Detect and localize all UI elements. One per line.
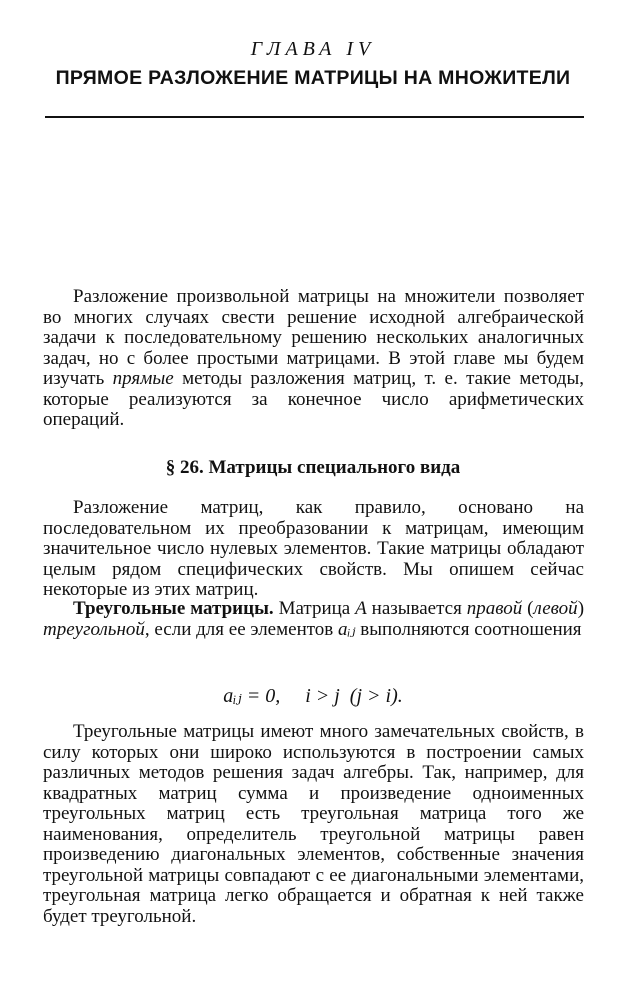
element-symbol: aᵢⱼ <box>338 618 356 640</box>
definition-text-2: называется <box>366 598 467 619</box>
intro-italic-word: прямые <box>112 368 174 389</box>
decomposition-paragraph-block <box>43 498 584 601</box>
matrix-symbol: A <box>355 598 367 619</box>
right-word: правой <box>466 598 523 619</box>
intro-paragraph-block <box>43 287 584 431</box>
intro-text-start: Разложение произвольной матрицы на множители позволяет во многих случаях свести решение исходной алгебраической задачи к последовательному решению нескольких аналогичных задач, но с более простыми матрицами. В этой главе мы будем изучать <box>43 286 584 389</box>
triangular-definition-block <box>43 599 584 640</box>
triangular-formula: aᵢⱼ = 0, i > j (j > i). <box>223 685 403 707</box>
definition-text-3: ( <box>522 598 534 619</box>
properties-paragraph: Треугольные матрицы имеют много замечательных свойств, в силу которых они широко используются в построении самых различных методов решения задач алгебры. Так, например, для квадратных матриц сумма и произведение одноименных треугольных матриц есть треугольная матрица того же наименования, определитель треугольной матрицы равен произведению диагональных элементов, собственные значения треугольной матрицы совпадают с ее диагональными элементами, треугольная матрица легко обращается и обратная к ней также будет треугольной. <box>43 721 584 927</box>
term-triangular-matrices: Треугольные матрицы. <box>73 598 274 619</box>
intro-paragraph <box>43 287 584 431</box>
section-heading: § 26. Матрицы специального вида <box>165 457 461 478</box>
properties-paragraph-block <box>43 722 584 927</box>
definition-text-4: ) <box>577 598 585 619</box>
definition-text-1: Матрица <box>273 598 356 619</box>
triangular-word: треугольной <box>43 618 145 640</box>
decomposition-paragraph: Разложение матриц, как правило, основано на последовательном их преобразовании к матрицам, имеющим значительное число нулевых элементов. Такие матрицы обладают целым рядом специфических свойств. Мы опишем сейчас некоторые из этих матриц. <box>43 497 584 600</box>
definition-text-6: выполняются соотношения <box>355 618 582 640</box>
left-word: левой <box>533 598 578 619</box>
intro-text-end: методы разложения матриц, т. е. такие методы, которые реализуются за конечное число арифметических операций. <box>43 368 584 430</box>
triangular-definition-paragraph <box>43 599 584 640</box>
chapter-title: ПРЯМОЕ РАЗЛОЖЕНИЕ МАТРИЦЫ НА МНОЖИТЕЛИ <box>55 67 571 89</box>
title-rule <box>45 116 584 118</box>
definition-text-5: , если для ее элементов <box>144 618 339 640</box>
chapter-number: ГЛАВА IV <box>250 38 376 60</box>
